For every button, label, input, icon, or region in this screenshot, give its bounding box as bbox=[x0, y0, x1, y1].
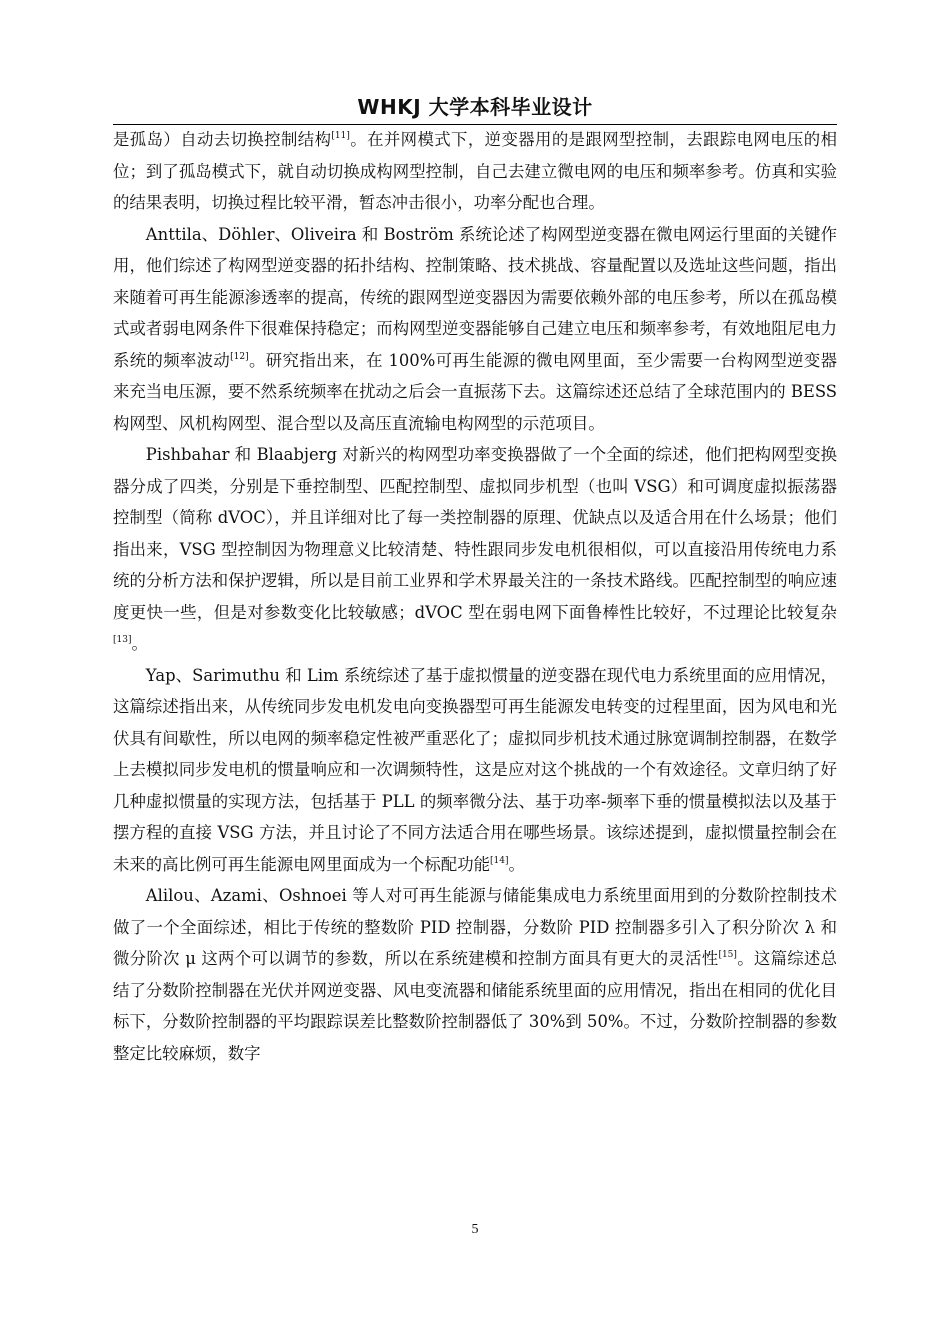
text-run: Anttila、Döhler、Oliveira 和 Boström 系统论述了构网型逆变器在微电网运行里面的关键作用，他们综述了构网型逆变器的拓扑结构、控制策略、技术挑战、容量配置以及选址这些问题，指出来随着可再生能源渗透率的提高，传统的跟网型逆变器因为需要依赖外部的电压参考，所以在孤岛模式或者弱电网条件下很难保持稳定；而构网型逆变器能够自己建立电压和频率参考，有效地阻尼电力系统的频率波动 bbox=[113, 224, 837, 370]
paragraph bbox=[113, 880, 837, 1069]
citation: [11] bbox=[331, 131, 350, 141]
body-text bbox=[113, 124, 837, 1069]
text-run: Pishbahar 和 Blaabjerg 对新兴的构网型功率变换器做了一个全面的综述，他们把构网型变换器分成了四类，分别是下垂控制型、匹配控制型、虚拟同步机型（也叫 VSG）和可调度虚拟振荡器控制型（简称 dVOC），并且详细对比了每一类控制器的原理、优缺点以及适合用在什么场景；他们指出来，VSG 型控制因为物理意义比较清楚、特性跟同步发电机很相似，可以直接沿用传统电力系统的分析方法和保护逻辑，所以是目前工业界和学术界最关注的一条技术路线。匹配控制型的响应速度更快一些，但是对参数变化比较敏感；dVOC 型在弱电网下面鲁棒性比较好，不过理论比较复杂 bbox=[113, 445, 837, 622]
text-run: 。 bbox=[131, 634, 148, 653]
header-title: WHKJ 大学本科毕业设计 bbox=[357, 95, 593, 119]
text-run: Alilou、Azami、Oshnoei 等人对可再生能源与储能集成电力系统里面用到的分数阶控制技术做了一个全面综述，相比于传统的整数阶 PID 控制器，分数阶 PID 控制器多引入了积分阶次 λ 和微分阶次 μ 这两个可以调节的参数，所以在系统建模和控制方面具有更大的灵活性 bbox=[113, 886, 837, 968]
citation: [15] bbox=[718, 950, 737, 960]
citation: [14] bbox=[489, 855, 509, 866]
page-number: 5 bbox=[471, 1222, 479, 1237]
citation: [13] bbox=[113, 635, 132, 645]
text-run: 。 bbox=[508, 854, 525, 874]
text-run: 。这篇综述总结了分数阶控制器在光伏并网逆变器、风电变流器和储能系统里面的应用情况，指出在相同的优化目标下，分数阶控制器的平均跟踪误差比整数阶控制器低了 30%到 50%。不过，分数阶控制器的参数整定比较麻烦，数字 bbox=[113, 949, 837, 1063]
citation: [12] bbox=[230, 351, 249, 362]
paragraph bbox=[113, 660, 837, 881]
text-run: Yap、Sarimuthu 和 Lim 系统综述了基于虚拟惯量的逆变器在现代电力系统里面的应用情况，这篇综述指出来，从传统同步发电机发电向变换器型可再生能源发电转变的过程里面，因为风电和光伏具有间歇性，所以电网的频率稳定性被严重恶化了；虚拟同步机技术通过脉宽调制控制器，在数学上去模拟同步发电机的惯量响应和一次调频特性，这是应对这个挑战的一个有效途径。文章归纳了好几种虚拟惯量的实现方法，包括基于 PLL 的频率微分法、基于功率-频率下垂的惯量模拟法以及基于摆方程的直接 VSG 方法，并且讨论了不同方法适合用在哪些场景。该综述提到，虚拟惯量控制会在未来的高比例可再生能源电网里面成为一个标配功能 bbox=[113, 665, 837, 874]
page-header bbox=[113, 92, 837, 125]
text-run: 。研究指出来，在 100%可再生能源的微电网里面，至少需要一台构网型逆变器来充当电压源，要不然系统频率在扰动之后会一直振荡下去。这篇综述还总结了全球范围内的 BESS 构网型、风机构网型、混合型以及高压直流输电构网型的示范项目。 bbox=[113, 350, 838, 433]
text-run: 。在并网模式下，逆变器用的是跟网型控制，去跟踪电网电压的相位；到了孤岛模式下，就自动切换成构网型控制，自己去建立微电网的电压和频率参考。仿真和实验的结果表明，切换过程比较平滑，暂态冲击很小，功率分配也合理。 bbox=[113, 130, 837, 212]
paragraph bbox=[113, 219, 837, 440]
text-run: 是孤岛）自动去切换控制结构 bbox=[113, 130, 332, 149]
paragraph bbox=[113, 124, 837, 219]
paragraph bbox=[113, 439, 837, 660]
